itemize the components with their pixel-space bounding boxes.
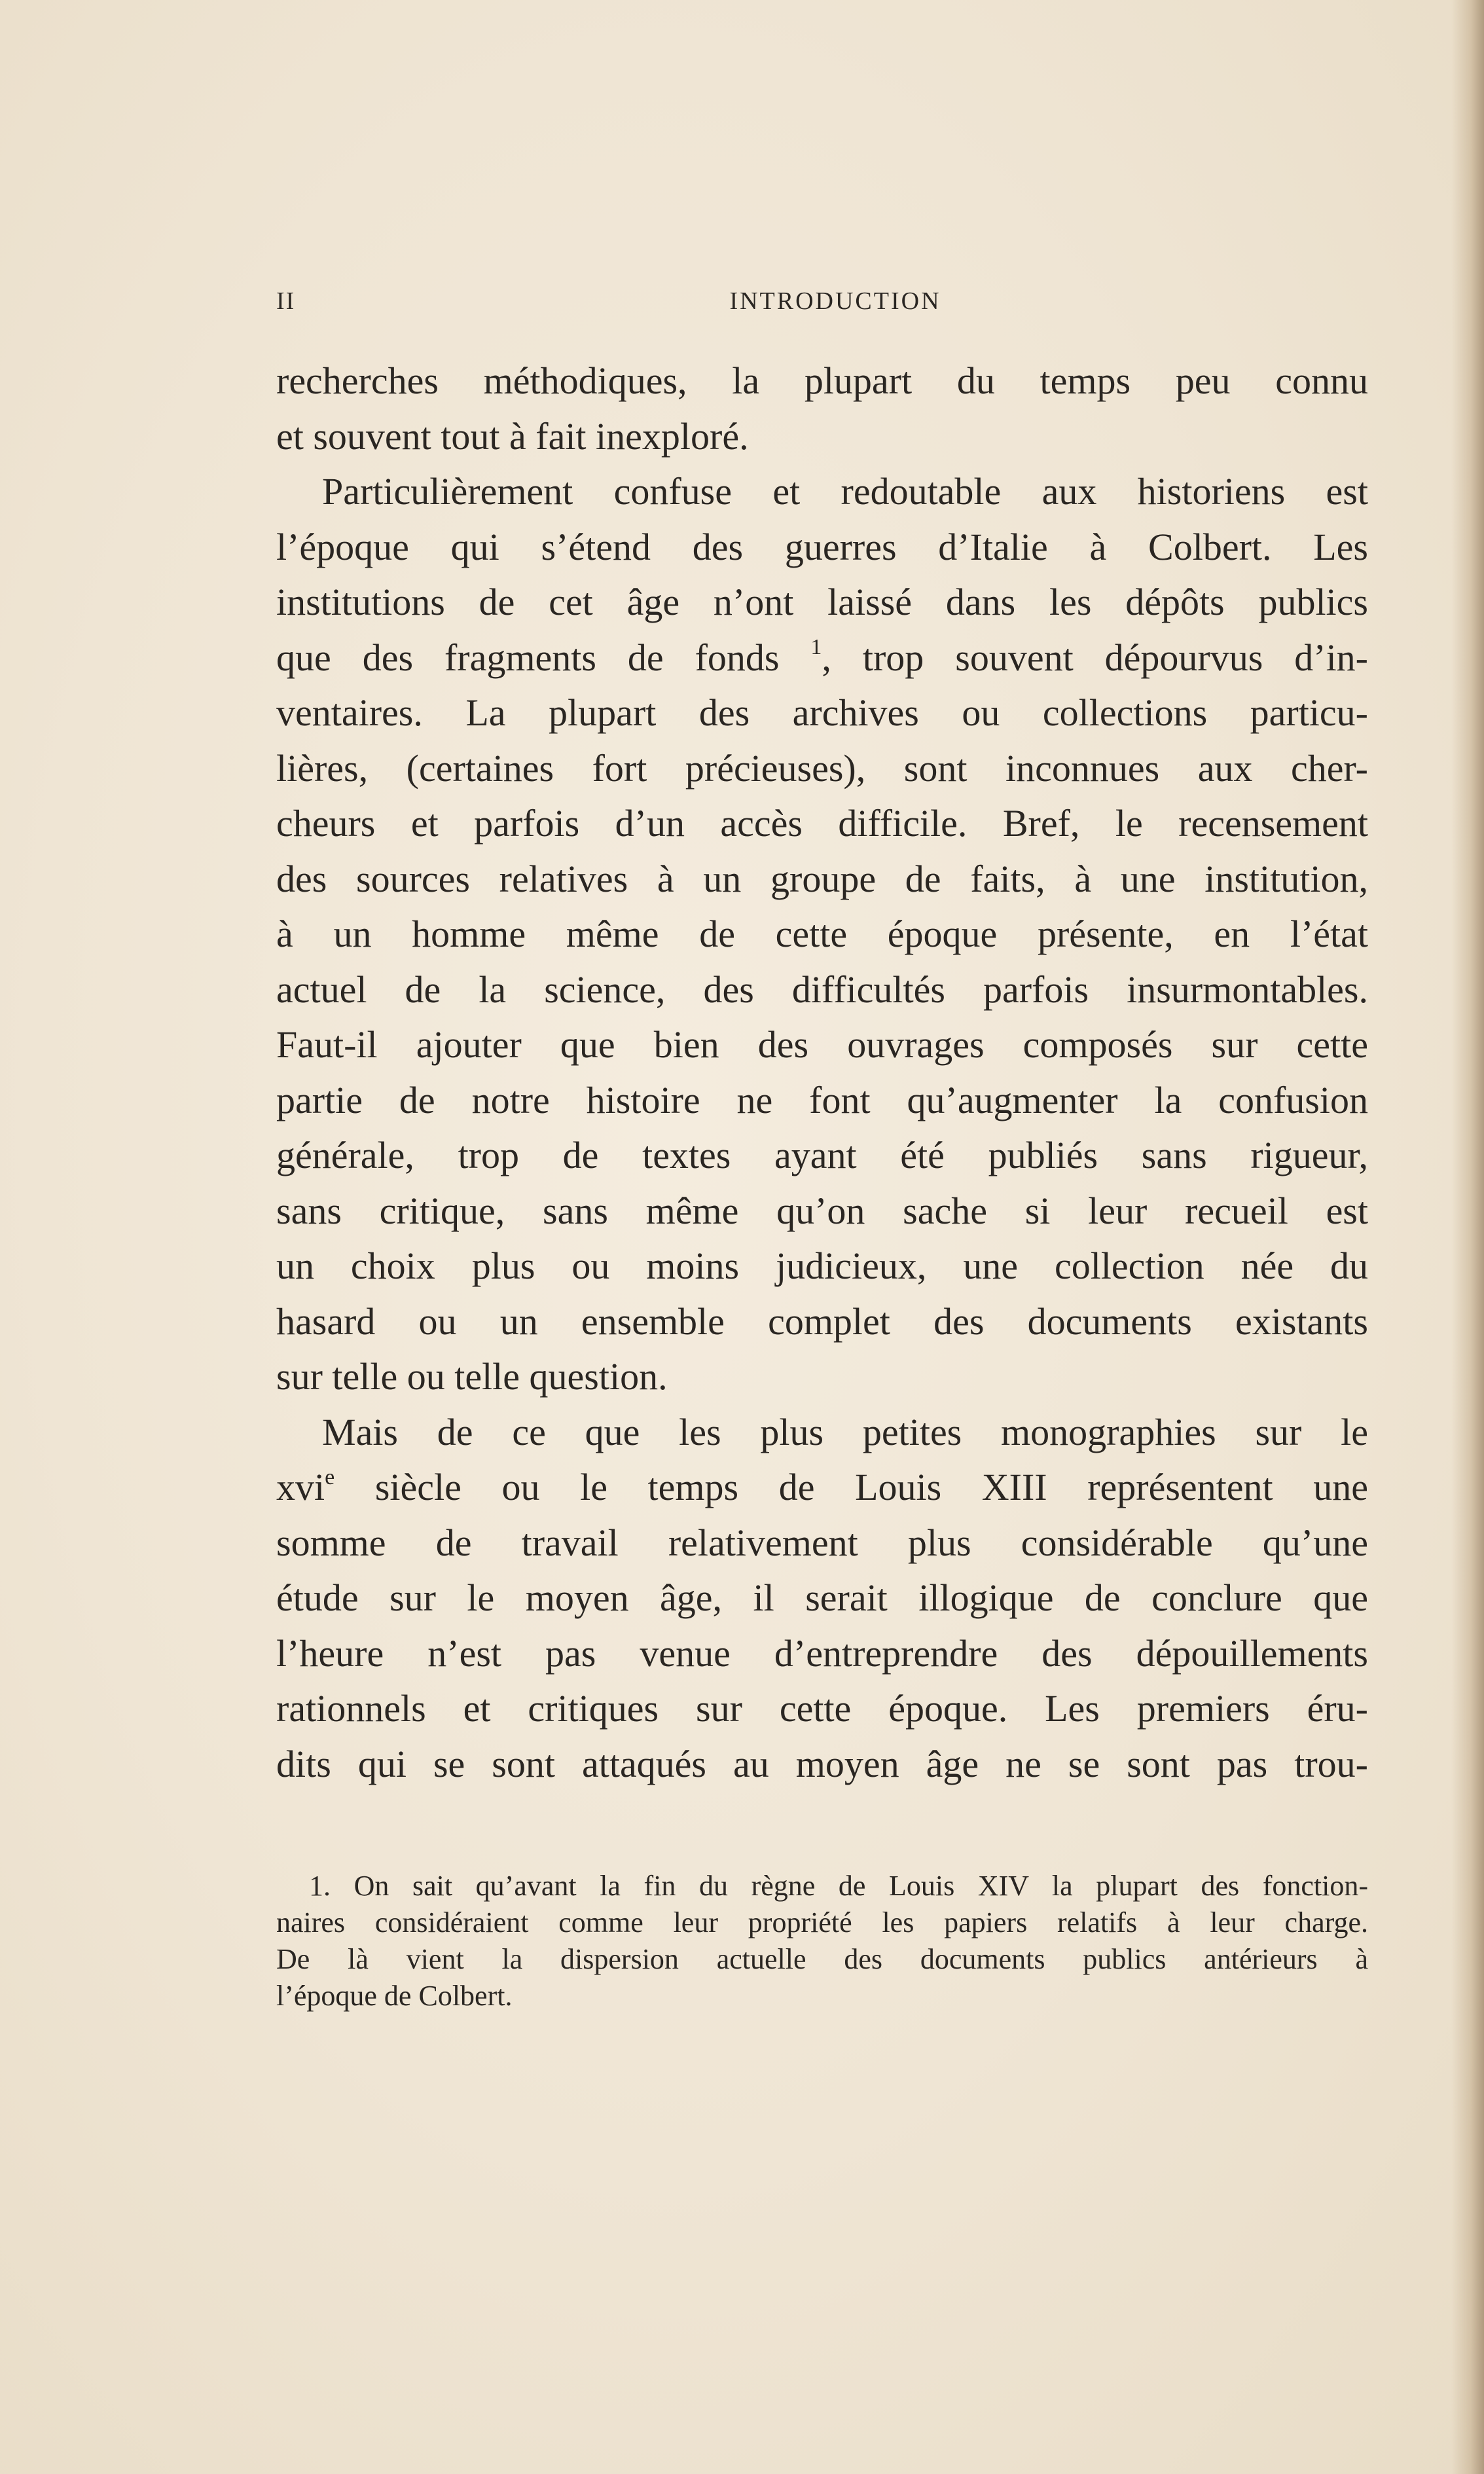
body-line-part: , trop souvent dépourvus d’in- [822, 636, 1368, 679]
body-line-part: xvi [276, 1466, 325, 1508]
century-superscript: e [325, 1464, 335, 1489]
page-number: II [276, 287, 296, 315]
body-line: institutions de cet âge n’ont laissé dans les dépôts publics [276, 581, 1368, 623]
body-line-with-note [276, 630, 1368, 686]
body-text [276, 354, 1368, 1792]
body-line: somme de travail relativement plus considérable qu’une [276, 1521, 1368, 1564]
body-line: générale, trop de textes ayant été publiés sans rigueur, [276, 1134, 1368, 1176]
body-line: hasard ou un ensemble complet des documents existants [276, 1300, 1368, 1343]
body-line: cheurs et parfois d’un accès difficile. Bref, le recensement [276, 802, 1368, 845]
body-line: étude sur le moyen âge, il serait illogique de conclure que [276, 1576, 1368, 1619]
body-line: à un homme même de cette époque présente, en l’état [276, 913, 1368, 955]
body-line: Faut-il ajouter que bien des ouvrages composés sur cette [276, 1023, 1368, 1066]
body-line: dits qui se sont attaqués au moyen âge ne se sont pas trou- [276, 1742, 1368, 1785]
page-edge-shadow [1451, 0, 1484, 2474]
footnote-line: 1. On sait qu’avant la fin du règne de Louis XIV la plupart des fonction- [309, 1870, 1368, 1902]
running-title: INTRODUCTION [729, 287, 941, 315]
body-line-with-century [276, 1460, 1368, 1516]
body-line-part: que des fragments de fonds [276, 636, 780, 679]
footnotes [276, 1868, 1368, 2014]
body-line: Mais de ce que les plus petites monographies sur le [322, 1410, 1368, 1453]
body-line: sur telle ou telle question. [276, 1355, 668, 1398]
body-line: rationnels et critiques sur cette époque. Les premiers éru- [276, 1687, 1368, 1730]
body-line-part: siècle ou le temps de Louis XIII représentent une [335, 1466, 1368, 1508]
body-line: partie de notre histoire ne font qu’augmenter la confusion [276, 1078, 1368, 1121]
body-line: l’époque qui s’étend des guerres d’Italie à Colbert. Les [276, 525, 1368, 568]
body-line: un choix plus ou moins judicieux, une collection née du [276, 1245, 1368, 1287]
body-line: sans critique, sans même qu’on sache si leur recueil est [276, 1189, 1368, 1232]
footnote-reference: 1 [810, 635, 822, 660]
body-line: Particulièrement confuse et redoutable aux historiens est [322, 470, 1368, 513]
footnote-line: naires considéraient comme leur propriété les papiers relatifs à leur charge. [276, 1906, 1368, 1938]
body-line: ventaires. La plupart des archives ou collections particu- [276, 691, 1368, 734]
body-line: l’heure n’est pas venue d’entreprendre des dépouillements [276, 1631, 1368, 1675]
body-line: lières, (certaines fort précieuses), sont inconnues aux cher- [276, 746, 1368, 790]
running-head [276, 287, 1368, 326]
body-line: et souvent tout à fait inexploré. [276, 414, 749, 458]
footnote-line: l’époque de Colbert. [276, 1980, 513, 2012]
body-line: actuel de la science, des difficultés parfois insurmontables. [276, 968, 1368, 1011]
footnote-line: De là vient la dispersion actuelle des documents publics antérieurs à [276, 1943, 1368, 1975]
body-line: recherches méthodiques, la plupart du temps peu connu [276, 359, 1368, 402]
body-line: des sources relatives à un groupe de faits, à une institution, [276, 857, 1368, 900]
